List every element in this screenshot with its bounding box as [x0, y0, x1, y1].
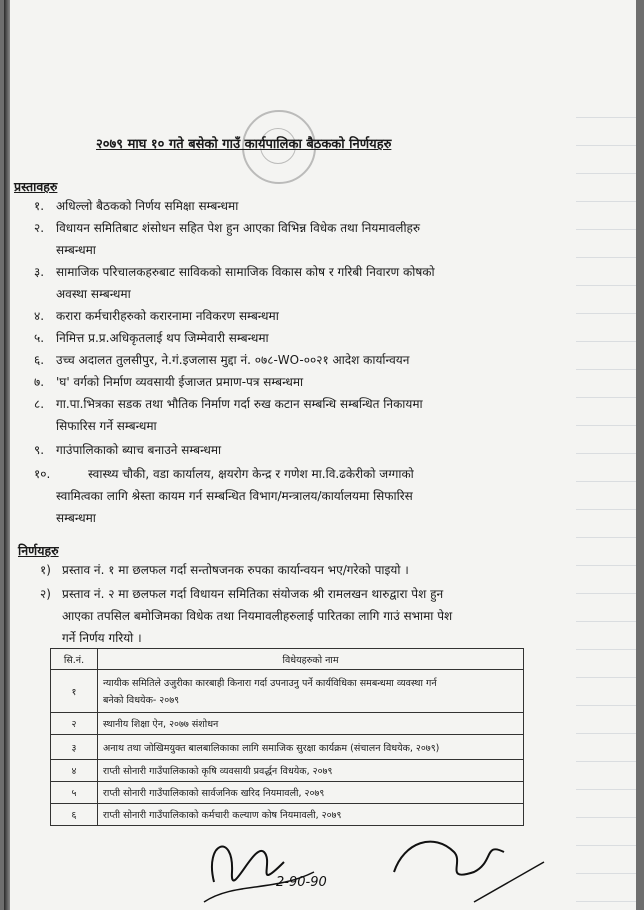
- proposal-item: ५. निमित्त प्र.प्र.अधिकृतलाई थप जिम्मेवारी सम्बन्धमा: [34, 331, 269, 345]
- serial-cell: ५: [51, 782, 98, 804]
- bill-name-cell: अनाथ तथा जोखिमयुक्त बालबालिकाका लागि समाजिक सुरक्षा कार्यक्रम (संचालन विधयेक, २०७९): [98, 735, 524, 760]
- proposals-heading: प्रस्तावहरु: [14, 179, 58, 194]
- serial-header: सि.नं.: [51, 649, 98, 670]
- decision-item-continued: गर्ने निर्णय गरियो ।: [62, 631, 142, 645]
- bill-name-header: विधेयहरुको नाम: [98, 649, 524, 670]
- proposal-item-continued: सिफारिस गर्ने सम्बन्धमा: [56, 419, 157, 433]
- serial-cell: ४: [51, 760, 98, 782]
- proposal-item-continued: अवस्था सम्बन्धमा: [56, 287, 131, 301]
- serial-cell: ३: [51, 735, 98, 760]
- table-row: [51, 735, 524, 760]
- proposal-item: १०. स्वास्थ्य चौकी, वडा कार्यालय, क्षयरोग केन्द्र र गणेश मा.वि.ढकेरीको जग्गाको: [34, 467, 414, 481]
- decision-item-continued: आएका तपसिल बमोजिमका विधेक तथा नियमावलीहरुलाई पारितका लागि गाउं सभामा पेश: [62, 609, 453, 623]
- signature-date: 2-90-90: [276, 875, 327, 890]
- bill-name-cell: राप्ती सोनारी गाउँपालिकाको कर्मचारी कल्याण कोष नियमावली, २०७९: [98, 804, 524, 826]
- proposal-item: ७. 'घ' वर्गको निर्माण व्यवसायी ईजाजत प्रमाण-पत्र सम्बन्धमा: [34, 375, 304, 389]
- table-header-row: [51, 649, 524, 670]
- proposal-item: १. अधिल्लो बैठकको निर्णय समिक्षा सम्बन्धमा: [34, 199, 239, 213]
- scan-edge: [4, 0, 10, 910]
- serial-cell: २: [51, 713, 98, 735]
- proposal-item-continued: सम्बन्धमा: [56, 243, 96, 257]
- decisions-heading: निर्णयहरु: [18, 543, 59, 558]
- proposal-item: ६. उच्च अदालत तुलसीपुर, ने.गं.इजलास मुद्दा नं. ०७८-WO-००२१ आदेश कार्यान्वयन: [34, 353, 410, 367]
- proposal-item: ८. गा.पा.भित्रका सडक तथा भौतिक निर्माण गर्दा रुख कटान सम्बन्धि सम्बन्धित निकायमा: [34, 397, 423, 411]
- ruled-paper-edge: [576, 90, 636, 910]
- proposal-item: २. विधायन समितिबाट शंसोधन सहित पेश हुन आएका विभिन्न विधेक तथा नियमावलीहरु: [34, 221, 421, 235]
- proposal-item: ४. करारा कर्मचारीहरुको करारनामा नविकरण सम्बन्धमा: [34, 309, 279, 323]
- decision-item: २) प्रस्ताव नं. २ मा छलफल गर्दा विधायन समितिका संयोजक श्री रामलखन थारुद्वारा पेश हुन: [40, 587, 444, 601]
- bills-table: [50, 648, 524, 826]
- proposal-item-continued: सम्बन्धमा: [56, 511, 96, 525]
- bill-name-cell: राप्ती सोनारी गाउँपालिकाको सार्वजनिक खरिद नियमावली, २०७९: [98, 782, 524, 804]
- signature-left: [194, 822, 354, 910]
- proposal-item: ९. गाउंपालिकाको ब्याच बनाउने सम्बन्धमा: [34, 443, 222, 457]
- table-row: [51, 713, 524, 735]
- page-title: २०७९ माघ १० गते बसेको गाउँ कार्यपालिका बैठकको निर्णयहरु: [96, 137, 392, 152]
- proposal-item: ३. सामाजिक परिचालकहरुबाट साविकको सामाजिक विकास कोष र गरिबी निवारण कोषको: [34, 265, 435, 279]
- serial-cell: ६: [51, 804, 98, 826]
- signature-right: [374, 822, 564, 910]
- bill-name-cell: राप्ती सोनारी गाउँपालिकाको कृषि व्यवसायी प्रवर्द्धन विधयेक, २०७९: [98, 760, 524, 782]
- table-row: [51, 760, 524, 782]
- table-row: [51, 782, 524, 804]
- table-row: [51, 670, 524, 713]
- proposal-item-continued: स्वामित्वका लागि श्रेस्ता कायम गर्न सम्बन्धित विभाग/मन्त्रालय/कार्यालयमा सिफारिस: [56, 489, 413, 503]
- serial-cell: १: [51, 670, 98, 713]
- decision-item: १) प्रस्ताव नं. १ मा छलफल गर्दा सन्तोषजनक रुपका कार्यान्वयन भए/गरेको पाइयो ।: [40, 563, 409, 577]
- bill-name-cell: न्यायीक समितिले उजुरीका कारबाही किनारा गर्दा उपनाउनु पर्ने कार्यविधिका समबन्धमा व्यवस्था गर्न बनेको विधयेक- २०७९: [98, 670, 524, 713]
- bill-name-cell: स्थानीय शिक्षा ऐन, २०७७ संशोधन: [98, 713, 524, 735]
- document-page: [4, 0, 636, 910]
